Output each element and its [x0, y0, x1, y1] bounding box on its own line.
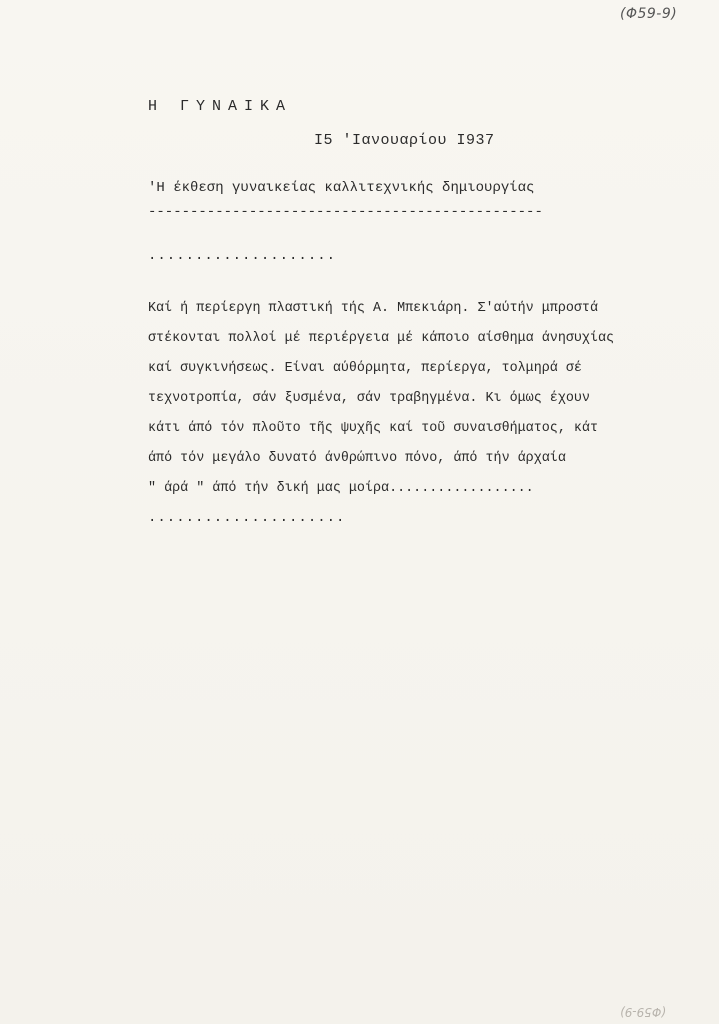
- heading-underline: -----------------------------------------------: [148, 204, 543, 220]
- ellipsis-separator-top: ....................: [148, 248, 337, 264]
- body-line: άπό τόν μεγάλο δυνατό άνθρώπινο πόνο, άπό τήν άρχαία: [148, 451, 566, 466]
- body-line: καί συγκινήσεως. Είναι αύθόρμητα, περίεργα, τολμηρά σέ: [148, 361, 582, 376]
- ellipsis-separator-bottom: .....................: [148, 510, 346, 526]
- body-line: τεχνοτροπία, σάν ξυσμένα, σάν τραβηγμένα. Κι όμως έχουν: [148, 391, 590, 406]
- publication-date: I5 'Ιανουαρίου I937: [314, 132, 495, 149]
- archive-reference-bleedthrough: (Φ59-9): [620, 1005, 667, 1019]
- archive-reference: (Φ59-9): [620, 6, 678, 22]
- publication-title: Η ΓΥΝΑΙΚΑ: [148, 98, 293, 115]
- body-line: " άρά " άπό τήν δική μας μοίρα..................: [148, 481, 534, 496]
- article-heading: 'Η έκθεση γυναικείας καλλιτεχνικής δημιουργίας: [148, 180, 535, 196]
- body-line: Καί ή περίεργη πλαστική τής Α. Μπεκιάρη. Σ'αύτήν μπροστά: [148, 301, 598, 316]
- body-line: κάτι άπό τόν πλοῦτο τῆς ψυχῆς καί τοῦ συναισθήματος, κάτ: [148, 421, 598, 436]
- article-body: [148, 294, 668, 504]
- body-line: στέκονται πολλοί μέ περιέργεια μέ κάποιο αίσθημα άνησυχίας: [148, 331, 615, 346]
